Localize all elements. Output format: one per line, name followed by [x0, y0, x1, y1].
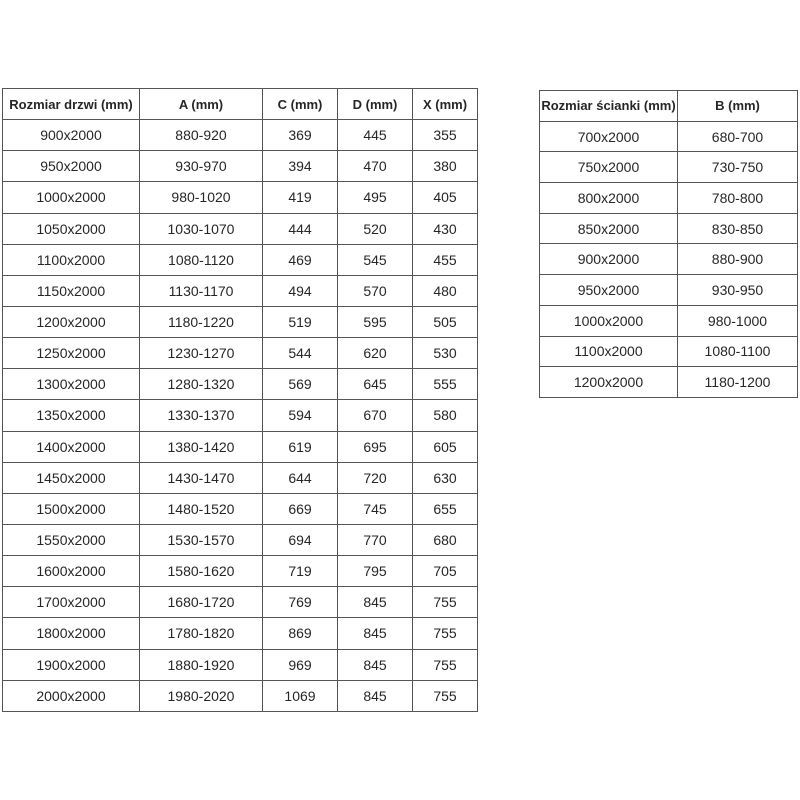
- cell: 680: [413, 524, 478, 555]
- cell: 519: [263, 306, 338, 337]
- cell: 1100x2000: [3, 244, 140, 275]
- table-row: [540, 121, 798, 152]
- cell: 380: [413, 151, 478, 182]
- cell: 719: [263, 556, 338, 587]
- table-row: [3, 244, 478, 275]
- table-row: [3, 151, 478, 182]
- cell: 369: [263, 120, 338, 151]
- cell: 1150x2000: [3, 275, 140, 306]
- cell: 720: [338, 462, 413, 493]
- cell: 950x2000: [3, 151, 140, 182]
- cell: 594: [263, 400, 338, 431]
- cell: 419: [263, 182, 338, 213]
- table-row: [3, 587, 478, 618]
- cell: 845: [338, 649, 413, 680]
- table-row: [3, 649, 478, 680]
- cell: 1880-1920: [140, 649, 263, 680]
- cell: 470: [338, 151, 413, 182]
- cell: 1550x2000: [3, 524, 140, 555]
- cell: 1080-1100: [678, 336, 798, 367]
- door-sizes-table: [2, 88, 478, 712]
- cell: 755: [413, 618, 478, 649]
- table-row: [540, 213, 798, 244]
- cell: 1250x2000: [3, 338, 140, 369]
- cell: 1580-1620: [140, 556, 263, 587]
- cell: 980-1000: [678, 305, 798, 336]
- table-row: [3, 120, 478, 151]
- cell: 1600x2000: [3, 556, 140, 587]
- cell: 1080-1120: [140, 244, 263, 275]
- cell: 605: [413, 431, 478, 462]
- cell: 1680-1720: [140, 587, 263, 618]
- cell: 444: [263, 213, 338, 244]
- cell: 1900x2000: [3, 649, 140, 680]
- cell: 745: [338, 493, 413, 524]
- cell: 455: [413, 244, 478, 275]
- cell: 900x2000: [540, 244, 678, 275]
- cell: 620: [338, 338, 413, 369]
- table-row: [540, 367, 798, 398]
- table-row: [3, 213, 478, 244]
- table-row: [3, 431, 478, 462]
- cell: 869: [263, 618, 338, 649]
- table-row: [540, 244, 798, 275]
- cell: 755: [413, 680, 478, 711]
- cell: 845: [338, 680, 413, 711]
- cell: 430: [413, 213, 478, 244]
- cell: 1380-1420: [140, 431, 263, 462]
- cell: 1000x2000: [3, 182, 140, 213]
- cell: 1280-1320: [140, 369, 263, 400]
- cell: 980-1020: [140, 182, 263, 213]
- cell: 1430-1470: [140, 462, 263, 493]
- cell: 1800x2000: [3, 618, 140, 649]
- cell: 1980-2020: [140, 680, 263, 711]
- column-header: Rozmiar ścianki (mm): [540, 91, 678, 122]
- cell: 1780-1820: [140, 618, 263, 649]
- column-header: A (mm): [140, 89, 263, 120]
- wall-sizes-table: [539, 90, 798, 398]
- cell: 845: [338, 618, 413, 649]
- cell: 1069: [263, 680, 338, 711]
- cell: 850x2000: [540, 213, 678, 244]
- cell: 580: [413, 400, 478, 431]
- table-row: [3, 618, 478, 649]
- cell: 495: [338, 182, 413, 213]
- table-row: [3, 556, 478, 587]
- cell: 494: [263, 275, 338, 306]
- table-row: [540, 275, 798, 306]
- cell: 405: [413, 182, 478, 213]
- cell: 669: [263, 493, 338, 524]
- cell: 1200x2000: [540, 367, 678, 398]
- cell: 1350x2000: [3, 400, 140, 431]
- cell: 1330-1370: [140, 400, 263, 431]
- table-row: [540, 183, 798, 214]
- cell: 1000x2000: [540, 305, 678, 336]
- cell: 505: [413, 306, 478, 337]
- column-header: X (mm): [413, 89, 478, 120]
- table-row: [3, 338, 478, 369]
- cell: 1100x2000: [540, 336, 678, 367]
- cell: 469: [263, 244, 338, 275]
- cell: 445: [338, 120, 413, 151]
- header-row: [540, 91, 798, 122]
- table-row: [3, 182, 478, 213]
- cell: 1050x2000: [3, 213, 140, 244]
- cell: 700x2000: [540, 121, 678, 152]
- table-row: [3, 306, 478, 337]
- cell: 520: [338, 213, 413, 244]
- cell: 830-850: [678, 213, 798, 244]
- cell: 755: [413, 587, 478, 618]
- cell: 795: [338, 556, 413, 587]
- column-header: Rozmiar drzwi (mm): [3, 89, 140, 120]
- cell: 880-920: [140, 120, 263, 151]
- cell: 569: [263, 369, 338, 400]
- cell: 1700x2000: [3, 587, 140, 618]
- cell: 545: [338, 244, 413, 275]
- table-row: [3, 493, 478, 524]
- cell: 1500x2000: [3, 493, 140, 524]
- cell: 900x2000: [3, 120, 140, 151]
- cell: 695: [338, 431, 413, 462]
- cell: 755: [413, 649, 478, 680]
- cell: 1200x2000: [3, 306, 140, 337]
- cell: 555: [413, 369, 478, 400]
- cell: 730-750: [678, 152, 798, 183]
- cell: 969: [263, 649, 338, 680]
- cell: 880-900: [678, 244, 798, 275]
- cell: 1300x2000: [3, 369, 140, 400]
- table-row: [540, 305, 798, 336]
- table-row: [3, 524, 478, 555]
- cell: 1400x2000: [3, 431, 140, 462]
- cell: 394: [263, 151, 338, 182]
- cell: 750x2000: [540, 152, 678, 183]
- column-header: B (mm): [678, 91, 798, 122]
- cell: 1480-1520: [140, 493, 263, 524]
- table-row: [540, 336, 798, 367]
- table-row: [3, 680, 478, 711]
- cell: 480: [413, 275, 478, 306]
- cell: 930-970: [140, 151, 263, 182]
- cell: 595: [338, 306, 413, 337]
- cell: 544: [263, 338, 338, 369]
- cell: 680-700: [678, 121, 798, 152]
- cell: 694: [263, 524, 338, 555]
- cell: 630: [413, 462, 478, 493]
- cell: 705: [413, 556, 478, 587]
- table-row: [540, 152, 798, 183]
- cell: 950x2000: [540, 275, 678, 306]
- table-row: [3, 275, 478, 306]
- column-header: D (mm): [338, 89, 413, 120]
- table-row: [3, 462, 478, 493]
- cell: 800x2000: [540, 183, 678, 214]
- cell: 845: [338, 587, 413, 618]
- cell: 2000x2000: [3, 680, 140, 711]
- cell: 769: [263, 587, 338, 618]
- table-row: [3, 369, 478, 400]
- cell: 570: [338, 275, 413, 306]
- cell: 1180-1200: [678, 367, 798, 398]
- cell: 1530-1570: [140, 524, 263, 555]
- cell: 1180-1220: [140, 306, 263, 337]
- cell: 619: [263, 431, 338, 462]
- header-row: [3, 89, 478, 120]
- cell: 1030-1070: [140, 213, 263, 244]
- cell: 644: [263, 462, 338, 493]
- cell: 930-950: [678, 275, 798, 306]
- cell: 1230-1270: [140, 338, 263, 369]
- cell: 770: [338, 524, 413, 555]
- table-row: [3, 400, 478, 431]
- cell: 355: [413, 120, 478, 151]
- cell: 1450x2000: [3, 462, 140, 493]
- cell: 670: [338, 400, 413, 431]
- cell: 645: [338, 369, 413, 400]
- cell: 655: [413, 493, 478, 524]
- cell: 780-800: [678, 183, 798, 214]
- column-header: C (mm): [263, 89, 338, 120]
- cell: 530: [413, 338, 478, 369]
- cell: 1130-1170: [140, 275, 263, 306]
